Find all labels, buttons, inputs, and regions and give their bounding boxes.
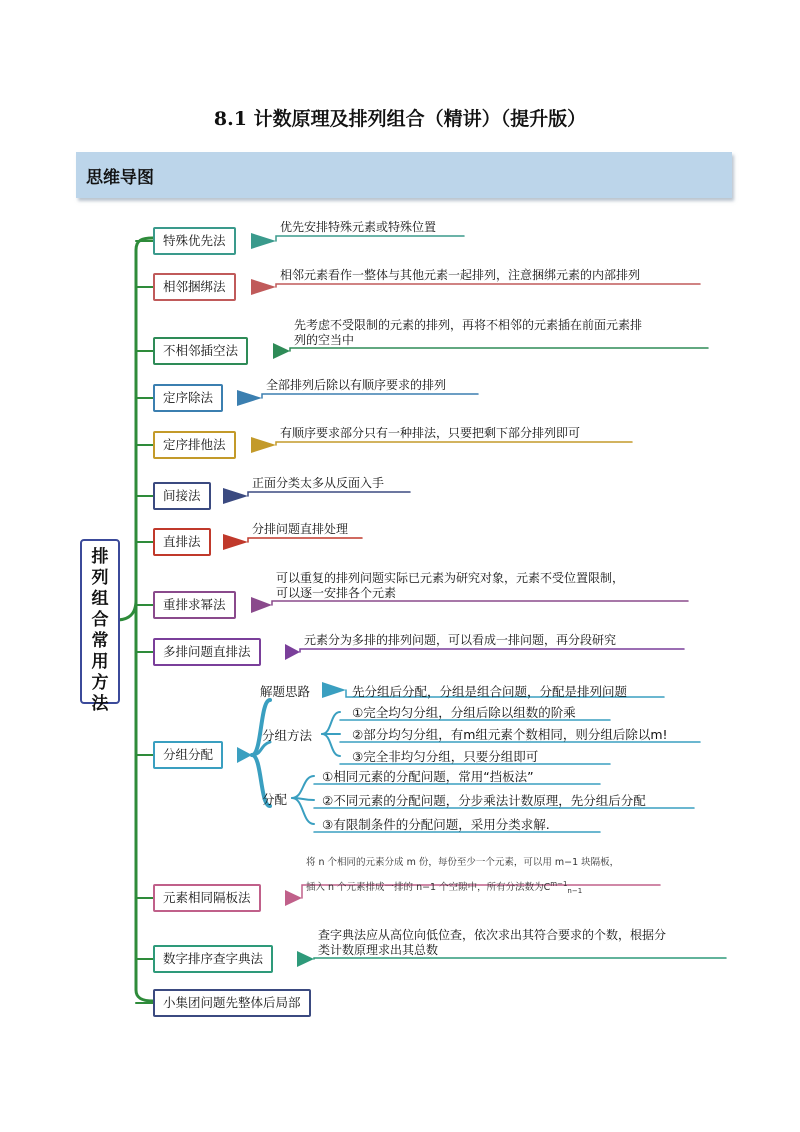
- branch-node[interactable]: 相邻捆绑法: [153, 273, 236, 301]
- branch-arrow: [285, 644, 300, 660]
- group-arrow: [237, 747, 252, 763]
- leaf-underline: [272, 601, 688, 605]
- group-assign-label[interactable]: 分配: [262, 792, 288, 807]
- leaf-underline: [300, 649, 684, 652]
- branch-node[interactable]: 分组分配: [153, 741, 223, 769]
- branch-node[interactable]: 元素相同隔板法: [153, 884, 261, 912]
- section-title: 思维导图: [86, 168, 154, 188]
- group-idea-label[interactable]: 解题思路: [260, 684, 311, 699]
- branch-node[interactable]: 直排法: [153, 528, 211, 556]
- leaf-underline: [276, 236, 464, 241]
- branch-arrow: [251, 437, 276, 453]
- root-node[interactable]: [80, 539, 120, 714]
- branch-node[interactable]: 定序除法: [153, 384, 223, 412]
- idea-arrow: [322, 682, 346, 698]
- method-item: ③完全非均匀分组，只要分组即可: [352, 749, 539, 764]
- branch-node[interactable]: 定序排他法: [153, 431, 236, 459]
- branch-node[interactable]: 不相邻插空法: [153, 337, 248, 365]
- assign-item: ②不同元素的分配问题，分步乘法计数原理，先分组后分配: [322, 793, 646, 808]
- branch-arrow: [273, 343, 290, 359]
- leaf-text: 优先安排特殊元素或特殊位置: [280, 220, 437, 234]
- leaf-underline: [276, 442, 632, 445]
- assign-item: ③有限制条件的分配问题，采用分类求解.: [322, 817, 550, 832]
- method-item: ①完全均匀分组，分组后除以组数的阶乘: [352, 705, 576, 720]
- branch-arrow: [297, 951, 314, 967]
- trunk-line: [116, 238, 153, 620]
- group-idea-text: 先分组后分配，分组是组合问题，分配是排列问题: [352, 684, 628, 699]
- branch-node[interactable]: 重排求幂法: [153, 591, 236, 619]
- branch-arrow: [251, 279, 276, 295]
- leaf-text: 列的空当中: [294, 333, 355, 347]
- page-title: 8.1 计数原理及排列组合（精讲）（提升版）: [213, 108, 587, 130]
- branch-node[interactable]: 数字排序查字典法: [153, 945, 273, 973]
- group-method-label[interactable]: 分组方法: [262, 728, 313, 743]
- leaf-text: 查字典法应从高位向低位查，依次求出其符合要求的个数，根据分: [318, 928, 667, 942]
- method-item: ②部分均匀分组，有m组元素个数相同，则分组后除以m!: [352, 727, 668, 742]
- leaf-text: 正面分类太多从反面入手: [252, 476, 385, 490]
- leaf-text: 全部排列后除以有顺序要求的排列: [266, 378, 447, 392]
- leaf-underline: [276, 284, 700, 287]
- method-brace: [322, 712, 340, 734]
- branch-arrow: [223, 488, 248, 504]
- branch-node[interactable]: 小集团问题先整体后局部: [153, 989, 311, 1017]
- trunk-line-lower: [136, 600, 153, 1001]
- formula: $C^{m-1}_{n-1}$: [543, 880, 583, 896]
- assign-brace: [292, 798, 314, 824]
- branch-arrow: [251, 597, 272, 613]
- method-brace: [322, 734, 340, 756]
- assign-brace: [292, 776, 314, 798]
- assign-item: ①相同元素的分配问题，常用“挡板法”: [322, 769, 534, 784]
- leaf-underline: [262, 394, 478, 398]
- leaf-text: 先考虑不受限制的元素的排列，再将不相邻的元素插在前面元素排: [294, 318, 643, 332]
- leaf-underline: [314, 958, 726, 959]
- leaf-text: 可以逐一安排各个元素: [276, 586, 397, 600]
- branch-arrow: [251, 233, 276, 249]
- leaf-text: 元素分为多排的排列问题，可以看成一排问题，再分段研究: [304, 633, 617, 647]
- branch-arrow: [285, 890, 302, 906]
- leaf-text: 将 n 个相同的元素分成 m 份，每份至少一个元素，可以用 m−1 块隔板，: [306, 857, 620, 868]
- branch-arrow: [223, 534, 248, 550]
- branch-node[interactable]: 间接法: [153, 482, 211, 510]
- leaf-underline: [248, 538, 362, 542]
- leaf-text: 类计数原理求出其总数: [318, 943, 439, 957]
- branch-arrow: [237, 390, 262, 406]
- leaf-text: 分排问题直排处理: [252, 522, 349, 536]
- leaf-underline: [290, 348, 708, 351]
- leaf-text: 插入 n 个元素排成一排的 n−1 个空隙中，所有分法数为$C^{m-1}_{n-1}$: [306, 880, 583, 896]
- leaf-underline: [248, 492, 410, 496]
- leaf-text: 相邻元素看作一整体与其他元素一起排列，注意捆绑元素的内部排列: [280, 268, 641, 282]
- leaf-text: 有顺序要求部分只有一种排法，只要把剩下部分排列即可: [280, 426, 581, 440]
- leaf-text: 可以重复的排列问题实际已元素为研究对象，元素不受位置限制，: [276, 571, 625, 585]
- branch-node[interactable]: 特殊优先法: [153, 227, 236, 255]
- branch-node[interactable]: 多排问题直排法: [153, 638, 261, 666]
- root-label: 排列组合常用方法: [91, 547, 109, 714]
